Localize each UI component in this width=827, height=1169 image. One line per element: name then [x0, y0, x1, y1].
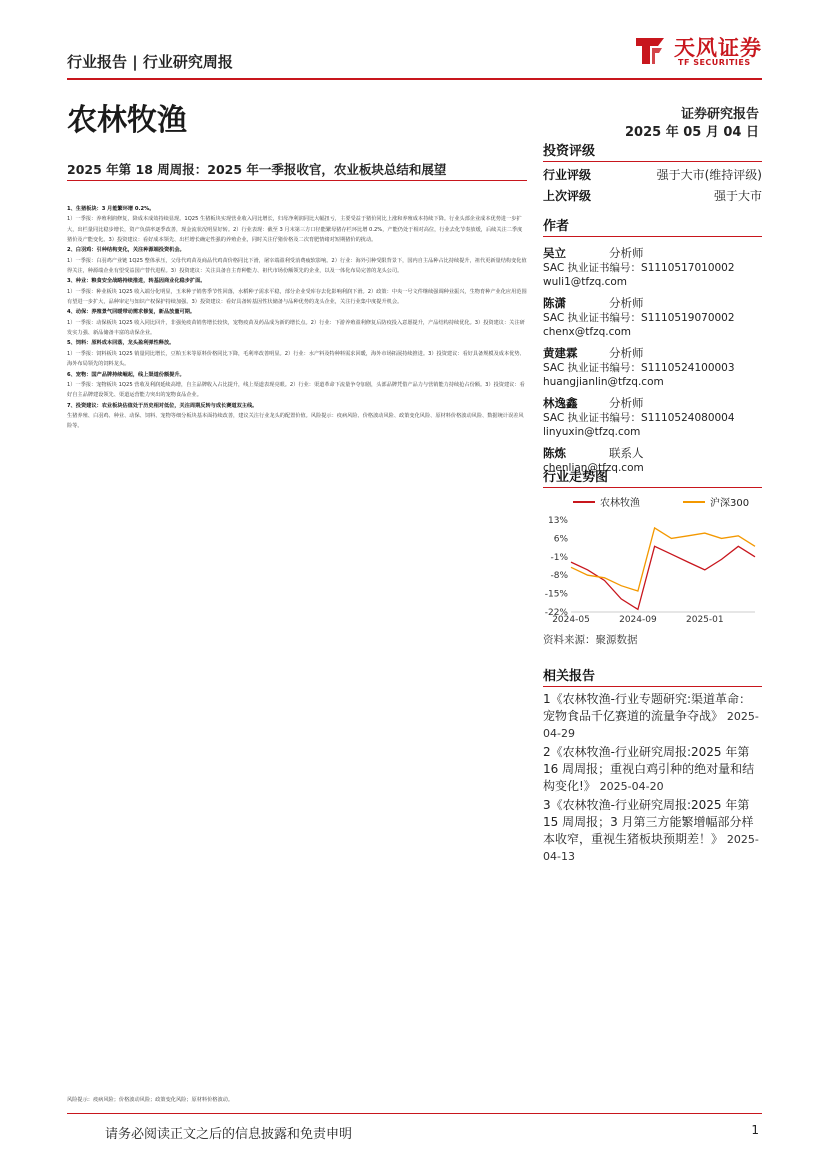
current-rating	[543, 166, 762, 183]
series-line	[571, 528, 755, 591]
related-list	[543, 691, 762, 865]
x-tick-label: 2025-01	[686, 615, 724, 624]
disclaimer: 请务必阅读正文之后的信息披露和免责申明	[105, 1127, 353, 1142]
author-email[interactable]: wuli1@tfzq.com	[543, 276, 628, 288]
report-date: 2025 年 05 月 04 日	[625, 125, 759, 140]
paragraph: 1）一季报：饲料板块 1Q25 销量同比增长，豆粕玉米等原料价格同比下降，毛利率改善明显。2）行业：水产料及特种料需求回暖，海外市场拓展持续推进。3）投资建议：看好具备规模及成本优势、海外布局领先的饲料龙头。	[67, 350, 525, 368]
section-heading: 4、动保：养殖景气回暖带动需求修复，新品放量可期。	[67, 309, 196, 316]
related-report-title[interactable]: 1《农林牧渔-行业专题研究:渠道革命：宠物食品千亿赛道的流量争夺战》	[543, 692, 752, 723]
legend-label: 沪深300	[710, 498, 750, 509]
author-role: 分析师	[609, 246, 644, 260]
authors-section	[543, 215, 762, 481]
company-logo	[632, 30, 762, 70]
rating-section	[543, 140, 762, 204]
footer-divider	[67, 1113, 762, 1114]
y-tick-label: 13%	[547, 516, 568, 526]
y-tick-label: -15%	[544, 589, 568, 600]
author-role: 分析师	[609, 396, 644, 410]
section-heading: 2、白羽鸡：引种结构变化，关注种源端投资机会。	[67, 247, 185, 254]
paragraph: 1）一季报：动保板块 1Q25 收入同比回升，非强免疫苗销售增长较快，宠物疫苗及药品成为新的增长点。2）行业：下游养殖盈利修复后防疫投入意愿提升，产品结构持续优化。3）投资建议：关注研发实力强、新品储备丰富的动保企业。	[67, 319, 525, 337]
author-role: 分析师	[609, 296, 644, 310]
paragraph: 1）一季报：宠物板块 1Q25 营收及利润延续高增，自主品牌收入占比提升，线上渠道表现亮眼。2）行业：渠道革命下流量争夺加剧，头部品牌凭借产品力与营销能力持续抢占份额。3）投资建议：看好自主品牌建设领先、渠道运营能力突出的宠物食品企业。	[67, 381, 525, 399]
page-number: 1	[751, 1123, 759, 1137]
author-entry	[543, 295, 762, 339]
related-report-title[interactable]: 3《农林牧渔-行业研究周报:2025 年第15 周周报；3 月第三方能繁增幅部分样本收窄，重视生猪板块预期差！》	[543, 798, 754, 846]
series-line	[571, 546, 755, 609]
header-divider	[67, 78, 762, 80]
paragraph: 1）一季报：养殖利润修复，降成本成效持续显现。1Q25 生猪板块实现营业收入同比增长，归母净利润同比大幅扭亏，主要受益于猪价同比上涨和养殖成本持续下降。行业头部企业成本优势进一步扩大，出栏量同比稳步增长，资产负债率逐季改善，现金流状况明显好转。2）行业表现：截至 3 月末第三方口径能繁母猪存栏环比增 0.2%，产能仍处于相对高位，行业去化节奏放缓，后续关注二季度猪价及产能变化。3）投资建议：看好成本领先、出栏增长确定性强的养殖企业，同时关注仔猪价格及二次育肥情绪对短期猪价的扰动。	[67, 216, 523, 244]
related-section-title: 相关报告	[543, 665, 762, 687]
report-type: 行业报告 | 行业研究周报	[67, 53, 233, 71]
trend-section-title: 行业走势图	[543, 466, 762, 488]
related-report[interactable]	[543, 797, 762, 865]
author-entry	[543, 245, 762, 289]
author-entry	[543, 395, 762, 439]
current-rating-value: 强于大市(维持评级)	[656, 168, 762, 182]
author-name: 陈潇	[543, 296, 566, 310]
author-cert: SAC 执业证书编号：S1110517010002	[543, 262, 735, 274]
section-heading: 3、种业：粮食安全战略持续推进，转基因商业化稳步扩面。	[67, 278, 206, 285]
y-tick-label: 6%	[553, 534, 568, 545]
previous-rating	[543, 187, 762, 204]
section-heading: 5、饲料：原料成本回落，龙头盈利弹性释放。	[67, 340, 175, 347]
author-role: 分析师	[609, 346, 644, 360]
brand-name-en: TF SECURITIES	[678, 58, 751, 67]
report-title: 2025 年第 18 周周报：2025 年一季报收官，农业板块总结和展望	[67, 162, 447, 177]
related-report-title[interactable]: 2《农林牧渔-行业研究周报:2025 年第16 周周报；重视白鸡引种的绝对量和结构变化!》	[543, 745, 755, 793]
paragraph: 生猪养殖、白羽鸡、种业、动保、饲料、宠物等细分板块基本面持续改善，建议关注行业龙头的配置价值。风险提示：疫病风险、价格波动风险、政策变化风险、原材料价格波动风险、数据统计误差风险等。	[67, 412, 524, 430]
tf-logo-icon	[632, 32, 668, 68]
author-name: 吴立	[543, 246, 566, 260]
rating-section-title: 投资评级	[543, 140, 762, 162]
section-heading: 1、生猪板块：3 月能繁环增 0.2%。	[67, 206, 155, 212]
section-heading: 7、投资建议：农业板块估值处于历史相对低位，关注周期反转与成长赛道双主线。	[67, 402, 258, 409]
authors-section-title: 作者	[543, 215, 762, 237]
footnote: 风险提示：疫病风险；价格波动风险；政策变化风险；原材料价格波动。	[67, 1097, 234, 1103]
author-cert: SAC 执业证书编号：S1110519070002	[543, 312, 735, 324]
chart-source: 资料来源：聚源数据	[543, 634, 638, 646]
related-report[interactable]	[543, 691, 762, 742]
related-report-date: 2025-04-20	[599, 780, 664, 793]
related-report-date: 2025-04-13	[543, 833, 759, 863]
authors-list	[543, 245, 762, 475]
report-body	[67, 204, 527, 1109]
related-report-date: 2025-04-29	[543, 710, 759, 740]
author-email[interactable]: huangjianlin@tfzq.com	[543, 376, 664, 388]
author-role: 联系人	[609, 446, 644, 460]
industry-title: 农林牧渔	[67, 103, 187, 138]
y-tick-label: -1%	[550, 552, 568, 563]
author-cert: SAC 执业证书编号：S1110524080004	[543, 412, 735, 424]
x-tick-label: 2024-09	[619, 615, 657, 624]
author-name: 陈炼	[543, 446, 566, 460]
brand-name-cn: 天风证券	[674, 36, 762, 60]
author-email[interactable]: chenx@tfzq.com	[543, 326, 632, 338]
legend-label: 农林牧渔	[600, 498, 640, 509]
y-tick-label: -8%	[550, 571, 568, 582]
previous-rating-value: 强于大市	[713, 189, 762, 203]
trend-section	[543, 466, 762, 647]
author-cert: SAC 执业证书编号：S1110524100003	[543, 362, 735, 374]
title-divider	[67, 180, 527, 181]
related-report[interactable]	[543, 744, 762, 795]
x-tick-label: 2024-05	[552, 615, 590, 624]
author-name: 林逸鑫	[543, 396, 578, 410]
author-email[interactable]: chenlian@tfzq.com	[543, 462, 644, 474]
author-email[interactable]: linyuxin@tfzq.com	[543, 426, 641, 438]
paragraph: 1）一季报：白羽鸡产业链 1Q25 整体承压，父母代鸡苗及商品代鸡苗价格同比下滑，屠宰端盈利受消费疲软影响。2）行业：海外引种受限背景下，国内自主品种占比持续提升，祖代更新量结构变化值得关注，种源端企业有望受益国产替代进程。3）投资建议：关注具备自主育种能力、祖代市场份额领先的企业，以及一体化布局完善的龙头公司。	[67, 257, 527, 275]
section-heading: 6、宠物：国产品牌持续崛起，线上渠道份额提升。	[67, 371, 185, 378]
paragraph: 1）一季报：种业板块 1Q25 收入端分化明显，玉米种子销售季节性回落，水稻种子需求平稳，部分企业受库存去化影响利润下滑。2）政策：中央一号文件继续强调种业振兴，生物育种产业化应用范围有望进一步扩大，品种审定与知识产权保护持续加强。3）投资建议：看好具备转基因性状储备与品种优势的龙头企业，关注行业集中度提升机会。	[67, 288, 527, 306]
report-label: 证券研究报告	[680, 107, 759, 122]
related-section	[543, 665, 762, 867]
author-name: 黄建霖	[543, 346, 578, 360]
y-tick-label: -22%	[544, 608, 568, 618]
current-rating-label: 行业评级	[543, 168, 592, 182]
trend-chart	[543, 494, 762, 624]
previous-rating-label: 上次评级	[543, 189, 592, 203]
author-entry	[543, 345, 762, 389]
